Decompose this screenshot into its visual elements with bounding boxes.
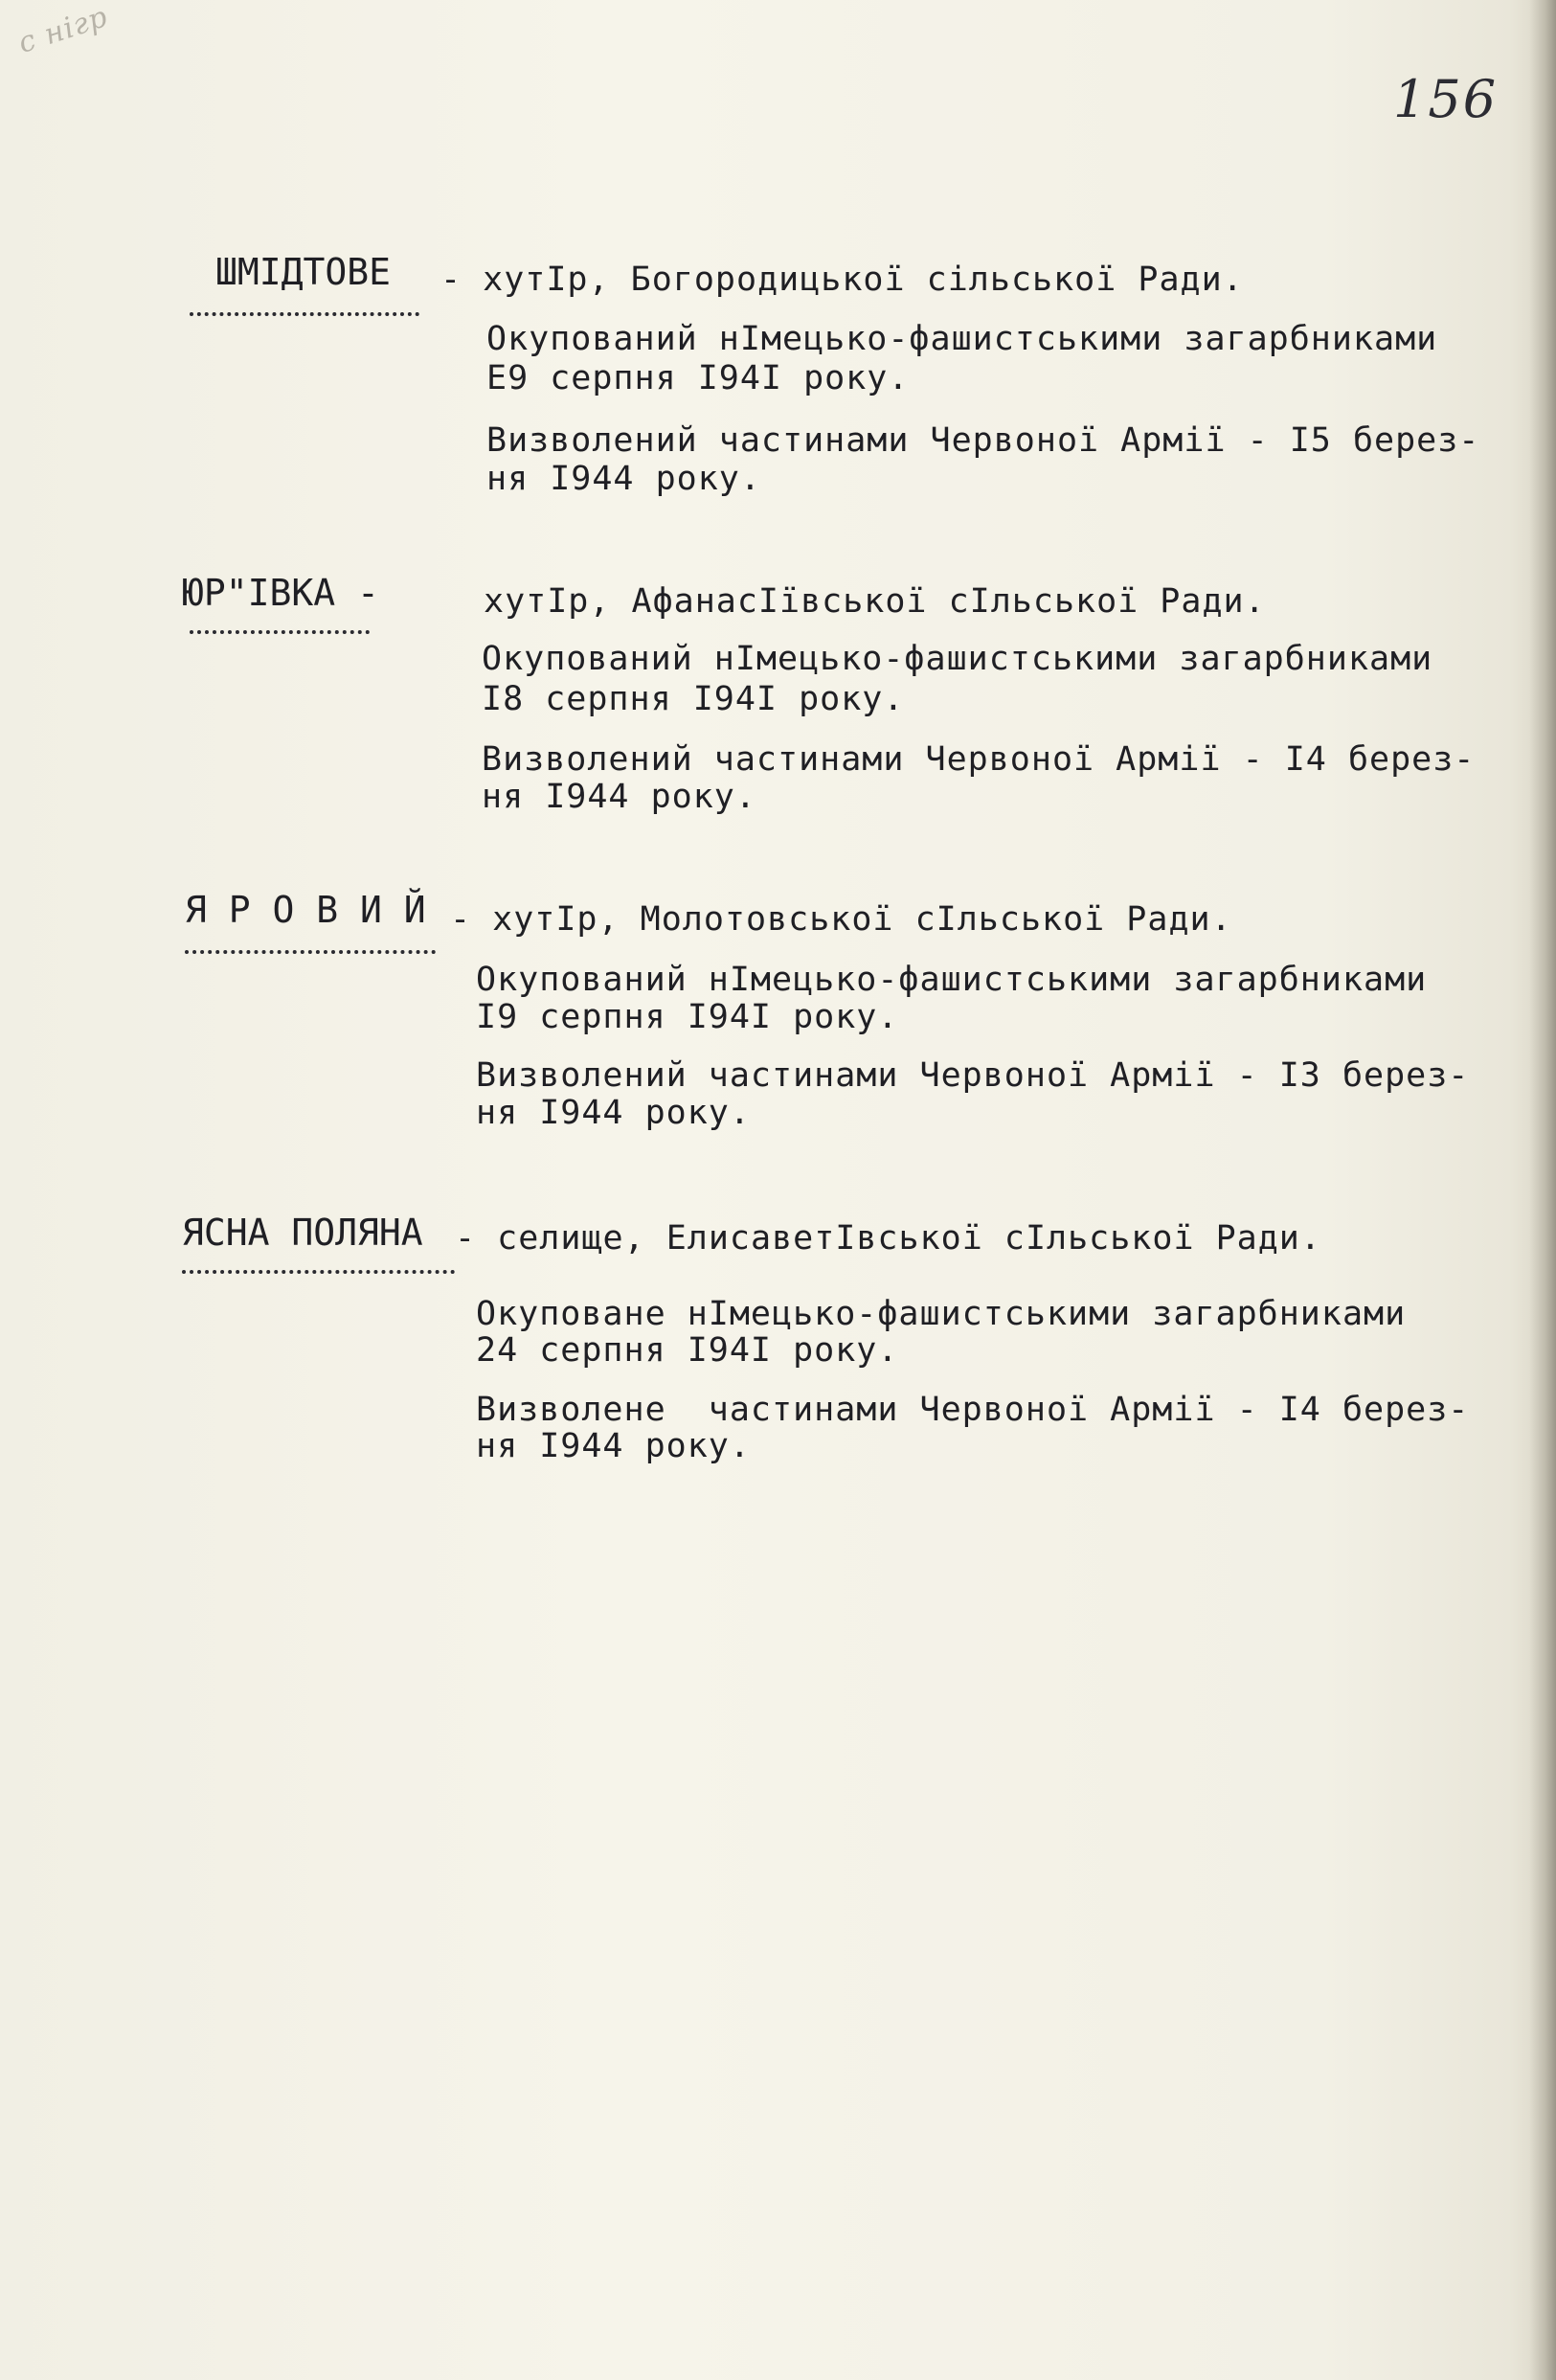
entry-name: ЮР"ІВКА - (182, 572, 379, 614)
name-underline (185, 950, 436, 954)
entry-name: ЯСНА ПОЛЯНА (182, 1212, 423, 1254)
entry-name: Я Р О В И Й (185, 889, 426, 931)
occupied-line-2: І9 серпня І94І року. (476, 998, 899, 1036)
liberated-line-1: Визволений частинами Червоної Армії - І5 берез- (486, 421, 1480, 460)
occupied-line-2: Е9 серпня І94І року. (486, 359, 910, 397)
occupied-line-2: 24 серпня І94І року. (476, 1331, 899, 1370)
liberated-line-2: ня І944 року. (476, 1094, 751, 1132)
entry-head-line: хутІр, АфанасІївської сІльської Ради. (484, 582, 1266, 621)
liberated-line-1: Визволений частинами Червоної Армії - ІЗ берез- (476, 1056, 1470, 1095)
liberated-line-1: Визволене частинами Червоної Армії - І4 берез- (476, 1391, 1470, 1429)
liberated-line-1: Визволений частинами Червоної Армії - І4 берез- (482, 740, 1476, 779)
entry-head-line: - хутІр, Молотовської сІльської Ради. (450, 900, 1232, 939)
entry-head-line: - селище, ЕлисаветІвської сІльської Ради. (455, 1219, 1321, 1258)
liberated-line-2: ня І944 року. (476, 1427, 751, 1465)
occupied-line-2: І8 серпня І94І року. (482, 680, 905, 718)
liberated-line-2: ня І944 року. (482, 778, 756, 816)
entry-name: ШМІДТОВЕ (215, 251, 392, 293)
corner-pencil-note: с нігр (13, 0, 113, 60)
liberated-line-2: ня І944 року. (486, 460, 761, 498)
name-underline (182, 1270, 455, 1274)
occupied-line-1: Окуповане нІмецько-фашистськими загарбниками (476, 1295, 1407, 1333)
entry-head-line: - хутІр, Богородицької сільської Ради. (440, 261, 1244, 299)
occupied-line-1: Окупований нІмецько-фашистськими загарбниками (476, 961, 1428, 999)
occupied-line-1: Окупований нІмецько-фашистськими загарбниками (486, 320, 1438, 358)
name-underline (190, 630, 370, 634)
name-underline (190, 312, 419, 316)
page-edge-shadow (1529, 0, 1556, 2380)
page-number: 156 (1393, 69, 1499, 129)
occupied-line-1: Окупований нІмецько-фашистськими загарбниками (482, 640, 1433, 678)
